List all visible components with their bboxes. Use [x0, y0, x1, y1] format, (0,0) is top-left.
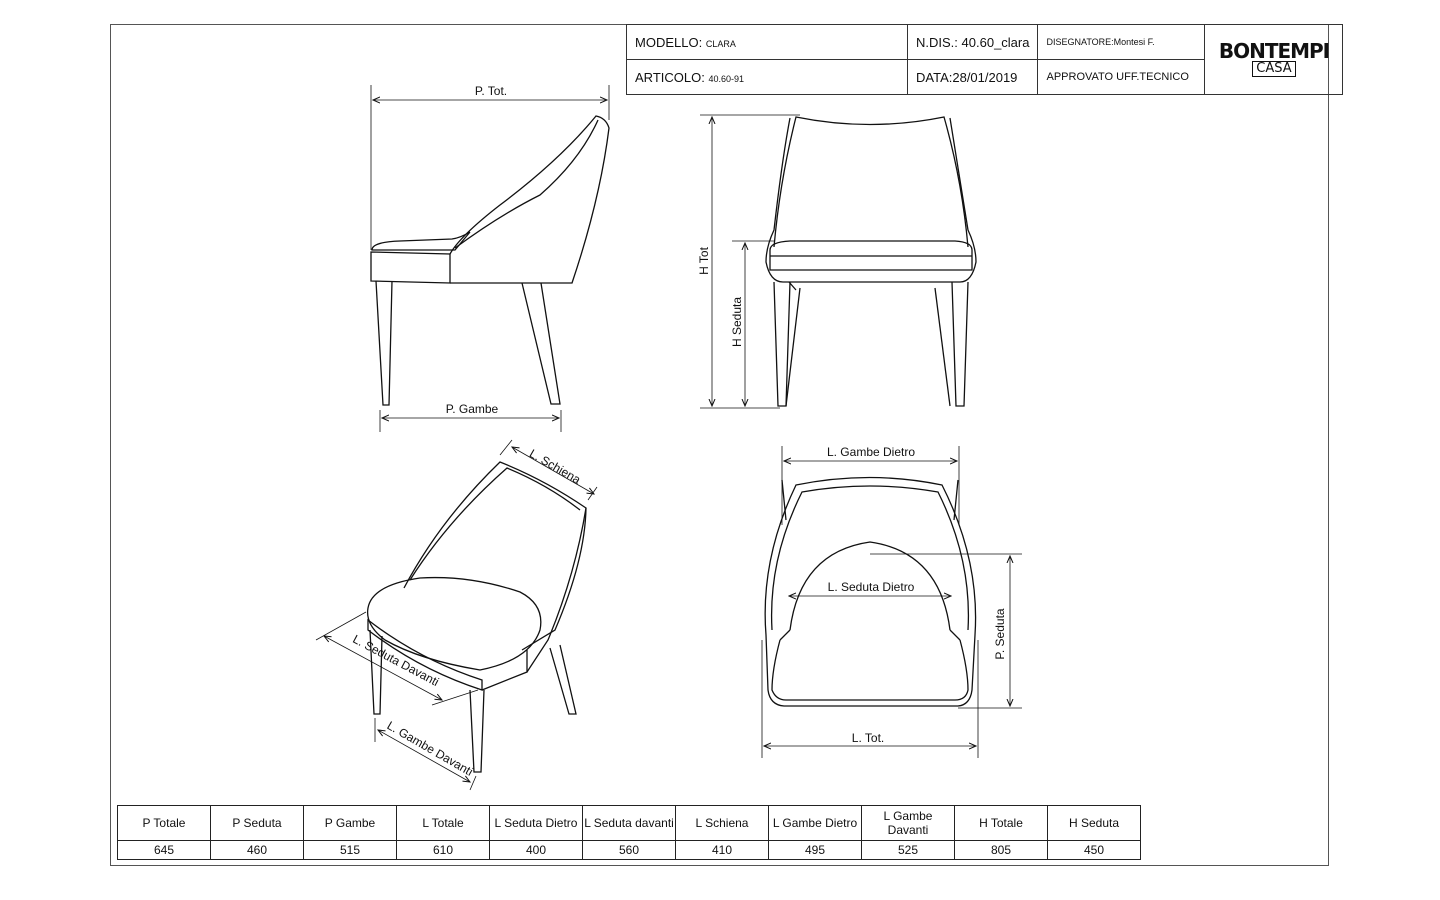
label-p-gambe: P. Gambe	[445, 402, 499, 416]
measurement-header-cell: H Totale	[955, 806, 1048, 841]
measurement-value-cell: 460	[211, 841, 304, 860]
articolo-value: 40.60-91	[708, 73, 744, 84]
label-l-gambe-dietro: L. Gambe Dietro	[826, 445, 916, 459]
measurement-value-cell: 525	[862, 841, 955, 860]
casa-logo: CASA	[1252, 61, 1295, 77]
label-l-seduta-davanti: L. Seduta Davanti	[350, 631, 442, 690]
measurement-header-cell: L Totale	[397, 806, 490, 841]
measurement-header-cell: L Seduta Dietro	[490, 806, 583, 841]
chair-side-view	[371, 116, 609, 405]
approvato-cell: APPROVATO UFF.TECNICO	[1038, 60, 1205, 95]
disegnatore-cell: DISEGNATORE:Montesi F.	[1038, 25, 1205, 60]
articolo-label: ARTICOLO:	[635, 69, 705, 85]
modello-value: CLARA	[705, 38, 736, 49]
label-p-seduta: P. Seduta	[993, 608, 1007, 660]
measurement-header-cell: P Seduta	[211, 806, 304, 841]
label-l-schiena: L. Schiena	[526, 446, 584, 487]
measurement-value-cell: 805	[955, 841, 1048, 860]
measurement-header-cell: P Gambe	[304, 806, 397, 841]
measurement-header-cell: L Gambe Dietro	[769, 806, 862, 841]
ndis-label: N.DIS.:	[916, 34, 958, 50]
chair-front-view	[766, 117, 976, 406]
label-h-seduta: H Seduta	[730, 296, 744, 348]
label-l-tot: L. Tot.	[851, 731, 885, 745]
measurement-value-cell: 610	[397, 841, 490, 860]
measurement-value-cell: 410	[676, 841, 769, 860]
measurements-value-row	[118, 841, 1141, 860]
label-l-seduta-dietro: L. Seduta Dietro	[827, 580, 915, 594]
measurement-header-cell: L Seduta davanti	[583, 806, 676, 841]
modello-label: MODELLO:	[635, 34, 703, 50]
measurements-table	[117, 805, 1141, 860]
ndis-value: 40.60_clara	[961, 34, 1030, 50]
bontempi-logo: BONTEMPI	[1218, 39, 1330, 63]
label-l-gambe-davanti: L. Gambe Davanti	[384, 718, 476, 779]
measurement-value-cell: 495	[769, 841, 862, 860]
label-p-tot: P. Tot.	[474, 84, 508, 98]
measurement-value-cell: 515	[304, 841, 397, 860]
measurement-value-cell: 400	[490, 841, 583, 860]
label-h-tot: H Tot	[697, 247, 711, 275]
data-cell: DATA:28/01/2019	[908, 60, 1038, 95]
measurement-value-cell: 560	[583, 841, 676, 860]
measurement-value-cell: 450	[1048, 841, 1141, 860]
measurement-header-cell: P Totale	[118, 806, 211, 841]
measurement-header-cell: H Seduta	[1048, 806, 1141, 841]
measurements-header-row	[118, 806, 1141, 841]
measurement-header-cell: L Schiena	[676, 806, 769, 841]
measurement-value-cell: 645	[118, 841, 211, 860]
measurement-header-cell: L Gambe Davanti	[862, 806, 955, 841]
